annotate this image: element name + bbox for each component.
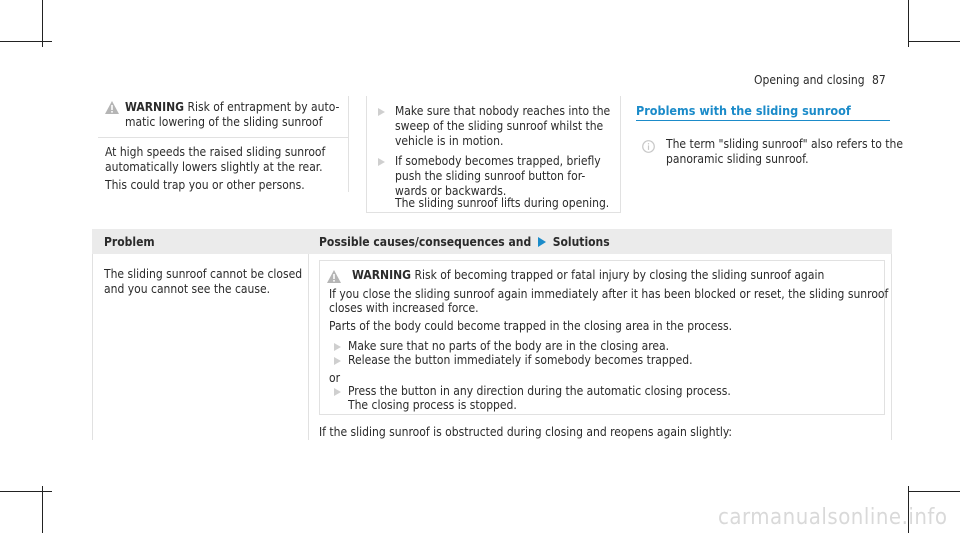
header-solutions-text: Solutions — [552, 235, 610, 249]
body-line: This could trap you or other persons. — [105, 178, 305, 192]
warning-label: WARNING — [125, 100, 184, 114]
action-line: wards or backwards. — [395, 184, 507, 198]
section-title: Opening and closing — [754, 73, 865, 87]
crop-mark — [908, 491, 960, 492]
action-line: sweep of the sliding sunroof whilst the — [395, 119, 604, 133]
crop-mark — [0, 41, 52, 42]
table-column-divider — [308, 254, 309, 440]
warning-paragraph: closes with increased force. — [329, 301, 479, 315]
action-line: Make sure that nobody reaches into the — [395, 104, 611, 118]
action-arrow-icon — [334, 357, 341, 365]
warning-line: matic lowering of the sliding sunroof — [125, 115, 323, 129]
action-line: push the sliding sunroof button for- — [395, 169, 586, 183]
header-solutions-text: Possible causes/consequences and — [319, 235, 532, 249]
solutions-arrow-icon — [538, 237, 546, 247]
watermark: carmanualsonline.info — [718, 505, 948, 530]
table-warning-title — [352, 268, 824, 283]
header-solutions — [319, 235, 610, 249]
warning-label: WARNING — [352, 268, 411, 282]
warning-triangle-icon — [105, 99, 119, 112]
section-heading: Problems with the sliding sunroof — [636, 103, 851, 118]
action-line: Make sure that no parts of the body are in the closing area. — [348, 339, 670, 353]
problem-text: and you cannot see the cause. — [104, 282, 271, 296]
info-icon — [642, 138, 655, 151]
action-line: vehicle is in motion. — [395, 134, 504, 148]
crop-mark — [42, 0, 43, 47]
note-line: The term "sliding sunroof" also refers to the — [666, 137, 903, 151]
warning-text — [125, 100, 339, 115]
warning-paragraph: If you close the sliding sunroof again immediately after it has been blocked or reset, the sliding sunroof — [329, 287, 889, 301]
heading-underline — [636, 120, 890, 121]
action-arrow-icon — [378, 158, 385, 166]
problem-text: The sliding sunroof cannot be closed — [104, 267, 303, 281]
footer-text: If the sliding sunroof is obstructed during closing and reopens again slightly: — [319, 425, 732, 439]
action-line: The closing process is stopped. — [348, 398, 517, 412]
warning-line: Risk of entrapment by auto- — [187, 100, 340, 114]
action-line: Press the button in any direction during the automatic closing process. — [348, 384, 731, 398]
action-line: The sliding sunroof lifts during opening. — [395, 196, 610, 210]
warning-text: Risk of becoming trapped or fatal injury by closing the sliding sunroof again — [414, 268, 825, 282]
divider — [98, 137, 349, 138]
header-problem: Problem — [104, 235, 155, 249]
body-line: automatically lowers slightly at the rear. — [105, 160, 323, 174]
action-arrow-icon — [334, 388, 341, 396]
note-line: panoramic sliding sunroof. — [666, 152, 809, 166]
warning-triangle-icon — [327, 268, 341, 281]
table-border-right — [891, 254, 892, 440]
page-number: 87 — [872, 73, 886, 87]
table-border-left — [92, 254, 93, 440]
crop-mark — [42, 486, 43, 533]
action-arrow-icon — [334, 343, 341, 351]
action-line: If somebody becomes trapped, briefly — [395, 154, 601, 168]
action-line: Release the button immediately if somebody becomes trapped. — [348, 353, 693, 367]
action-arrow-icon — [378, 108, 385, 116]
crop-mark — [0, 491, 52, 492]
warning-paragraph: Parts of the body could become trapped in the closing area in the process. — [329, 319, 733, 333]
crop-mark — [908, 0, 909, 47]
or-text: or — [329, 371, 341, 385]
crop-mark — [908, 41, 960, 42]
body-line: At high speeds the raised sliding sunroof — [105, 145, 326, 159]
